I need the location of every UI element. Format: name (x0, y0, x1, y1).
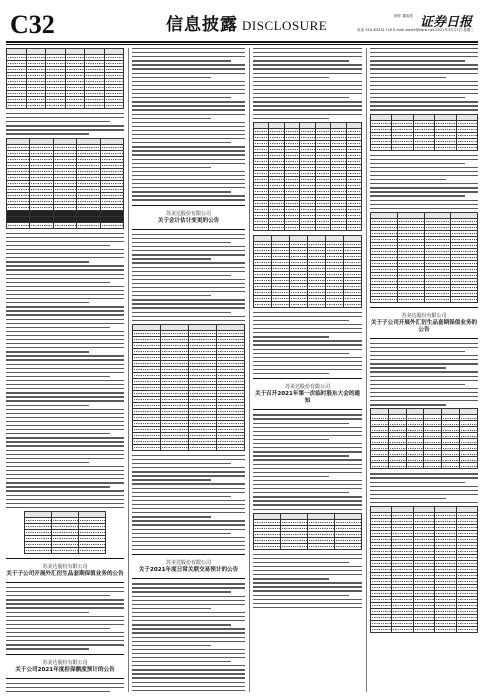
masthead-rule-thin (6, 44, 478, 45)
body-text (132, 234, 245, 321)
body-text (253, 48, 362, 119)
notice-header (253, 378, 362, 410)
data-table (132, 324, 245, 451)
body-text (132, 455, 245, 550)
body-text (370, 473, 478, 503)
body-text (6, 683, 124, 692)
masthead-rule (6, 41, 478, 43)
body-text (6, 233, 124, 509)
body-text (6, 587, 124, 650)
data-table (6, 48, 124, 109)
body-text (370, 343, 478, 406)
notice-header (132, 554, 245, 579)
data-table (24, 511, 107, 554)
column-4 (370, 48, 478, 692)
data-table (370, 114, 478, 151)
data-table (253, 235, 362, 308)
data-table (253, 122, 362, 231)
section-title: 信息披露 (166, 15, 238, 35)
body-text (370, 155, 478, 210)
notice-title: 关于子公司开展外汇衍生品套期保值业务的公告 (370, 319, 478, 333)
data-table (370, 506, 478, 633)
notice-company: 苏美达股份有限公司 (42, 659, 88, 666)
editor-line: 制作 董春雲 (394, 14, 414, 18)
section-title-en: DISCLOSURE (242, 18, 328, 33)
column-1 (6, 48, 124, 692)
column-divider (366, 48, 367, 692)
body-text (6, 113, 124, 135)
notice-company: 苏美达股份有限公司 (42, 563, 88, 570)
newspaper-page (6, 8, 478, 694)
body-text (253, 312, 362, 375)
notice-title: 关于2021年度日常关联交易预计的公告 (138, 567, 239, 574)
body-text (132, 48, 245, 201)
body-text (370, 48, 478, 111)
body-text (132, 583, 245, 692)
body-text (253, 414, 362, 509)
data-table (370, 408, 478, 469)
column-divider (249, 48, 250, 692)
notice-title: 关于子公司开展外汇衍生品套期保值业务的公告 (6, 570, 124, 577)
body-text (253, 554, 362, 609)
notice-company: 苏美达股份有限公司 (401, 312, 447, 319)
notice-company: 苏美达股份有限公司 (284, 384, 330, 391)
data-table (370, 212, 478, 303)
notice-company: 苏美达股份有限公司 (165, 210, 211, 217)
newspaper-logo: 证券日报 (419, 15, 472, 30)
notice-title: 关于会计估计变更的公告 (157, 217, 220, 224)
data-table (6, 138, 124, 229)
notice-header (370, 307, 478, 339)
data-table (253, 513, 362, 550)
notice-header (6, 654, 124, 679)
notice-title: 关于公司2021年度担保额度预计的公告 (15, 666, 115, 673)
contact-date-line: 电话 010-83251716 E-mail zqrb9@zqrb.net 2021年3月17日 星期三 (357, 28, 474, 32)
notice-company: 苏美达股份有限公司 (165, 560, 211, 567)
page-number: C32 (10, 10, 55, 39)
column-3 (253, 48, 362, 692)
masthead (6, 8, 478, 42)
notice-title: 关于召开2021年第一次临时股东大会的通知 (254, 391, 361, 405)
column-2 (132, 48, 245, 692)
column-divider (128, 48, 129, 692)
notice-header (132, 205, 245, 230)
notice-header (6, 558, 124, 583)
